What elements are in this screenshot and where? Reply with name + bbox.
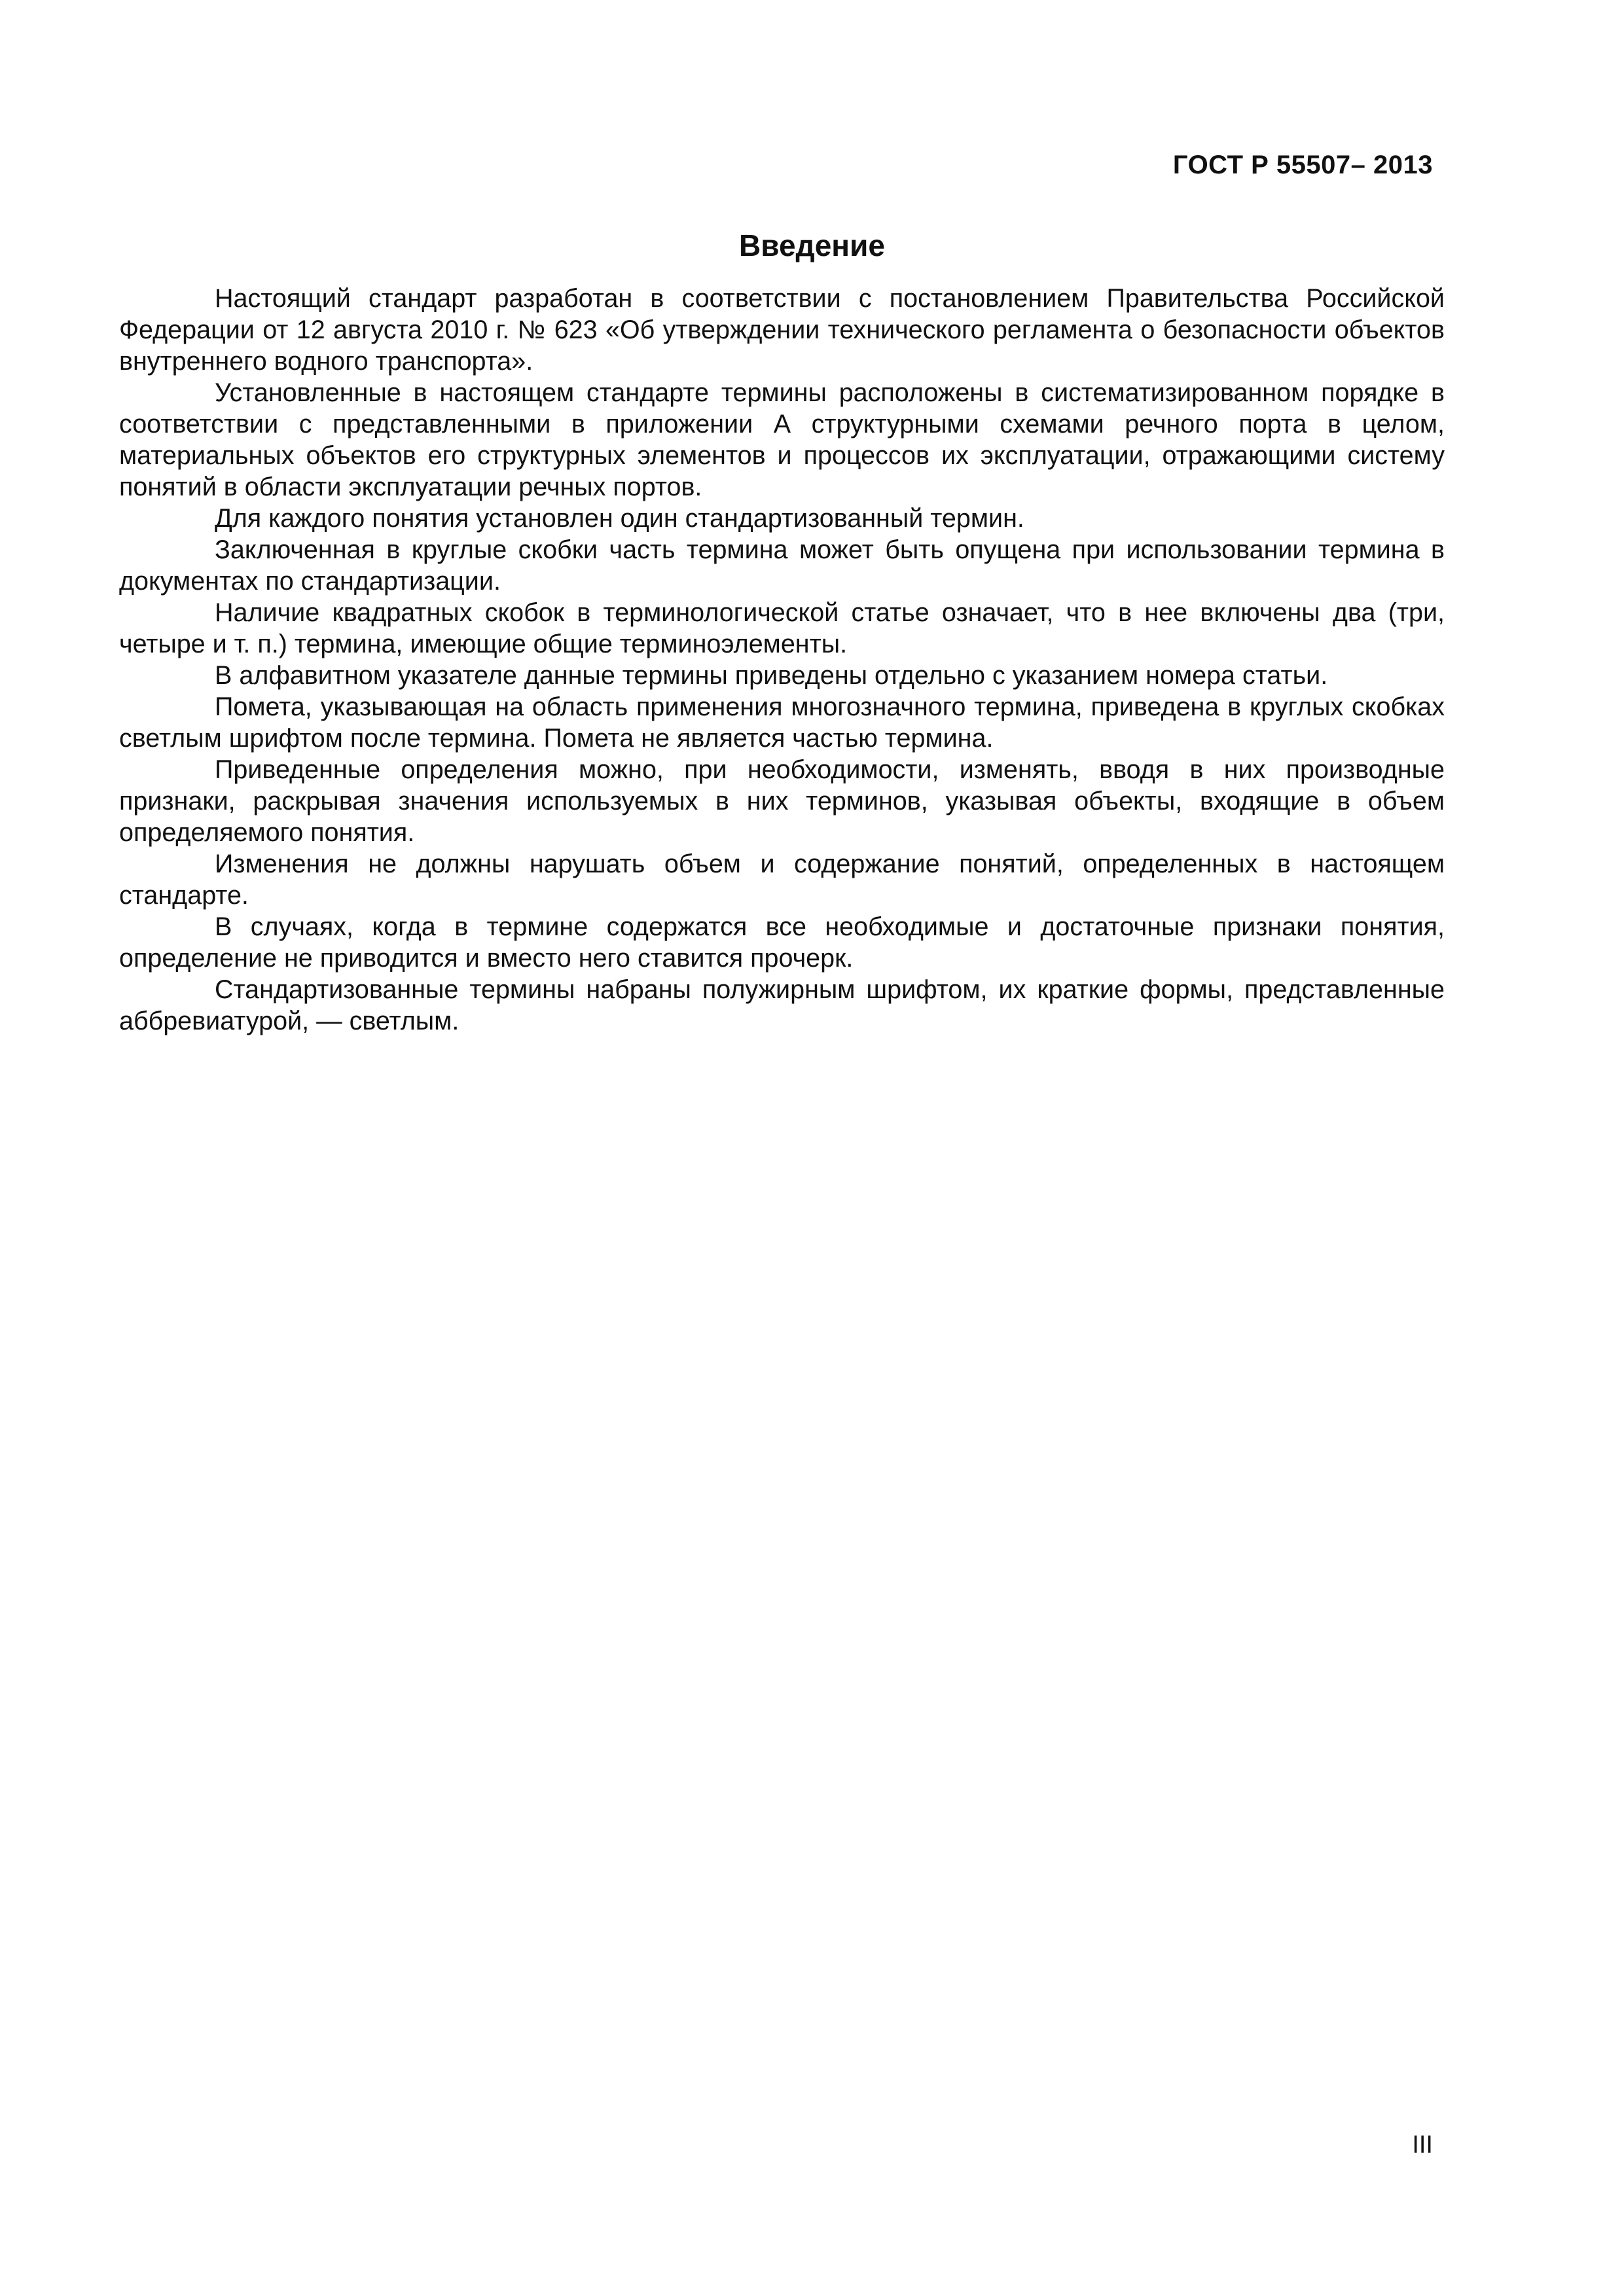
- paragraph: Стандартизованные термины набраны полужирным шрифтом, их краткие формы, представленные аббревиатурой, — светлым.: [119, 975, 1445, 1035]
- paragraph: Настоящий стандарт разработан в соответствии с постановлением Правительства Российской Федерации от 12 августа 2010 г. № 623 «Об утверждении технического регламента о безопасности объектов внутреннего водного транспорта».: [119, 284, 1445, 376]
- paragraph: В случаях, когда в термине содержатся все необходимые и достаточные признаки понятия, определение не приводится и вместо него ставится прочерк.: [119, 912, 1445, 973]
- page-title: Введение: [739, 228, 885, 262]
- paragraph: Помета, указывающая на область применения многозначного термина, приведена в круглых скобках светлым шрифтом после термина. Помета не является частью термина.: [119, 692, 1445, 753]
- document-body: [119, 283, 1445, 1037]
- document-code: ГОСТ Р 55507– 2013: [1172, 151, 1433, 179]
- paragraph: В алфавитном указателе данные термины приведены отдельно с указанием номера статьи.: [215, 661, 1328, 690]
- paragraph: Заключенная в круглые скобки часть термина может быть опущена при использовании термина в документах по стандартизации.: [119, 535, 1445, 596]
- page-number: III: [1412, 2131, 1433, 2159]
- paragraph: Наличие квадратных скобок в терминологической статье означает, что в нее включены два (три, четыре и т. п.) термина, имеющие общие терминоэлементы.: [119, 598, 1445, 658]
- paragraph: Изменения не должны нарушать объем и содержание понятий, определенных в настоящем стандарте.: [119, 850, 1445, 910]
- paragraph: Установленные в настоящем стандарте термины расположены в систематизированном порядке в соответствии с представленными в приложении А структурными схемами речного порта в целом, материальных объектов его структурных элементов и процессов их эксплуатации, отражающими систему понятий в области эксплуатации речных портов.: [119, 378, 1445, 501]
- paragraph: Приведенные определения можно, при необходимости, изменять, вводя в них производные признаки, раскрывая значения используемых в них терминов, указывая объекты, входящие в объем определяемого понятия.: [119, 755, 1445, 847]
- paragraph: Для каждого понятия установлен один стандартизованный термин.: [215, 504, 1024, 533]
